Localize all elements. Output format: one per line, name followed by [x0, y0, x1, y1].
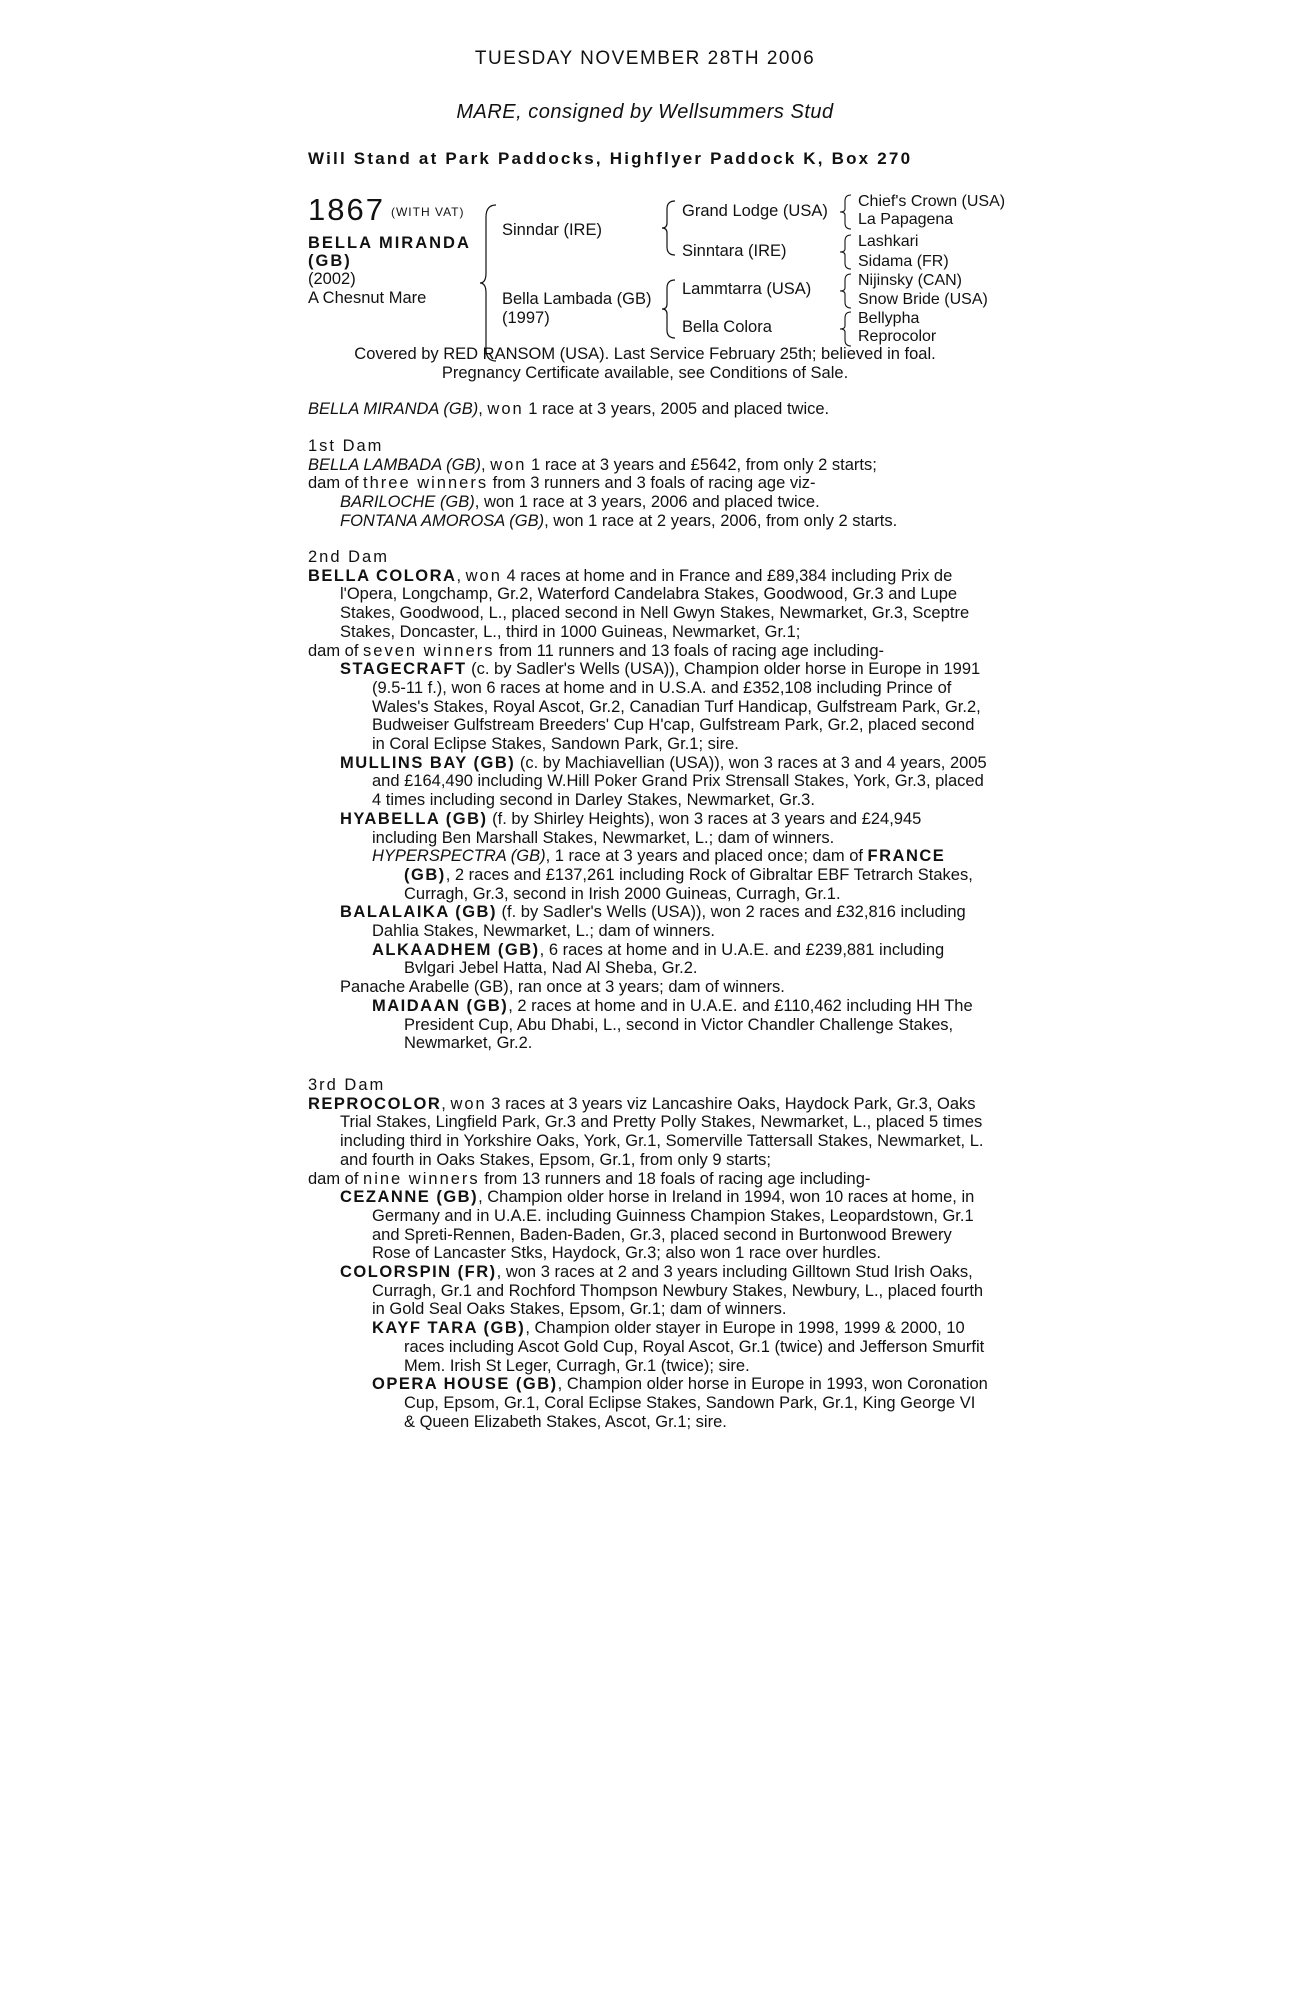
opera-rest: , Champion older horse in Europe in 1993, won Coronation Cup, Epsom, Gr.1, Coral Eclipse Stakes, Sandown Park, Gr.1, King George VI & Queen Elizabeth Stakes, Ascot, Gr.1; sire.	[404, 1375, 988, 1431]
panache-text: Panache Arabelle (GB), ran once at 3 years; dam of winners.	[340, 978, 785, 997]
pedigree-g2: La Papagena	[858, 211, 954, 228]
lot-number	[308, 192, 465, 228]
pedigree-g3: Lashkari	[858, 233, 919, 250]
horse-name: BELLA MIRANDA	[308, 234, 471, 252]
third-dam-produce	[308, 1170, 988, 1189]
second-dam-won: won	[465, 566, 502, 585]
colorspin-rest: , won 3 races at 2 and 3 years including Gilltown Stud Irish Oaks, Curragh, Gr.1 and Rochford Thompson Newbury Stakes, Newbury, L., placed fourth in Gold Seal Oaks Stakes, Epsom, Gr.1; dam of winners.	[372, 1263, 984, 1319]
hyabella-name: HYABELLA (GB)	[340, 809, 488, 828]
third-dam-won: won	[450, 1094, 487, 1113]
cezanne-rest: , Champion older horse in Ireland in 1994, won 10 races at home, in Germany and in U.A.E. including Guinness Champion Stakes, Leopardstown, Gr.1 and Spreti-Rennen, Baden-Baden, Gr.3, placed second in Burtonwood Brewery Rose of Lancaster Stks, Haydock, Gr.3; also won 1 race over hurdles.	[372, 1188, 975, 1263]
summary-won: won	[487, 400, 524, 418]
consignor-line: MARE, consigned by Wellsummers Stud	[456, 101, 834, 123]
second-dam-winners: seven winners	[363, 641, 495, 660]
stagecraft-rest: (c. by Sadler's Wells (USA)), Champion older horse in Europe in 1991 (9.5-11 f.), won 6 races at home and in U.S.A. and £352,108 including Prince of Wales's Stakes, Royal Ascot, Gr.2, Canadian Turf Handicap, Gulfstream Park, Gr.2, Budweiser Gulfstream Breeders' Cup H'cap, Gulfstream Park, Gr.2, placed second in Coral Eclipse Stakes, Sandown Park, Gr.1; sire.	[372, 660, 981, 754]
pedigree-g7: Bellypha	[858, 310, 920, 327]
third-dam-heading: 3rd Dam	[308, 1076, 386, 1094]
covered-line-1: Covered by RED RANSOM (USA). Last Service February 25th; believed in foal.	[354, 345, 936, 363]
sale-date: TUESDAY NOVEMBER 28TH 2006	[474, 48, 816, 69]
first-dam-heading: 1st Dam	[308, 437, 384, 455]
vat-note: (WITH VAT)	[390, 205, 465, 219]
list-item	[308, 754, 988, 810]
list-item	[308, 903, 988, 940]
summary-name: BELLA MIRANDA (GB)	[308, 400, 479, 418]
second-dam-record-text: 4 races at home and in France and £89,384 including Prix de l'Opera, Longchamp, Gr.2, Waterford Candelabra Stakes, Goodwood, Gr.3 and Lupe Stakes, Goodwood, L., placed second in Nell Gwyn Stakes, Newmarket, Gr.3, Sceptre Stakes, Doncaster, L., third in 1000 Guineas, Newmarket, Gr.1;	[340, 566, 970, 641]
third-dam-record	[308, 1095, 988, 1170]
pedigree-g8: Reprocolor	[858, 328, 937, 345]
third-dam-record-text: 3 races at 3 years viz Lancashire Oaks, Haydock Park, Gr.3, Oaks Trial Stakes, Lingfield Park, Gr.3 and Pretty Polly Stakes, Newmarket, L., placed 5 times including third in Yorkshire Oaks, York, Gr.1, Somerville Tattersall Stakes, Newmarket, L. and fourth in Oaks Stakes, Epsom, Gr.1, from only 9 starts;	[340, 1094, 984, 1169]
third-dam-comma: ,	[441, 1094, 451, 1113]
mullins-name: MULLINS BAY (GB)	[340, 753, 516, 772]
second-dam-produce	[308, 642, 988, 661]
second-dam-dam-of-rest: from 11 runners and 13 foals of racing age including-	[494, 641, 885, 660]
list-item	[308, 1188, 988, 1263]
horse-year: (2002)	[308, 270, 356, 288]
first-dam-section	[308, 437, 988, 531]
hyperspectra-rest-a: , 1 race at 3 years and placed once; dam of	[545, 847, 868, 866]
g3-brace-1	[838, 194, 854, 230]
pedigree-dam-year: (1997)	[502, 309, 550, 327]
dam-line-brace	[660, 278, 678, 340]
horse-summary	[308, 400, 988, 419]
stand-location: Will Stand at Park Paddocks, Highflyer Paddock K, Box 270	[308, 149, 913, 168]
third-dam-dam-of: dam of	[308, 1169, 364, 1188]
first-dam-produce	[308, 474, 988, 493]
maidaan-name: MAIDAAN (GB)	[372, 996, 509, 1015]
list-item	[308, 847, 988, 903]
alkaadhem-name: ALKAADHEM (GB)	[372, 940, 540, 959]
list-item	[308, 997, 988, 1053]
opera-name: OPERA HOUSE (GB)	[372, 1375, 558, 1394]
second-dam-comma: ,	[456, 566, 466, 585]
second-dam-dam-of: dam of	[308, 641, 364, 660]
g3-brace-2	[838, 234, 854, 270]
list-item	[308, 1375, 988, 1431]
france-name: FRANCE (GB)	[404, 847, 946, 884]
fontana-name: FONTANA AMOROSA (GB)	[340, 511, 545, 530]
first-dam-dam-of-rest: from 3 runners and 3 foals of racing age viz-	[488, 474, 816, 493]
list-item	[308, 810, 988, 847]
pedigree-g6: Snow Bride (USA)	[858, 291, 988, 308]
list-item	[308, 978, 988, 997]
cezanne-name: CEZANNE (GB)	[340, 1188, 479, 1207]
second-dam-name: BELLA COLORA	[308, 566, 457, 585]
list-item	[308, 660, 988, 754]
alkaadhem-rest: , 6 races at home and in U.A.E. and £239,881 including Bvlgari Jebel Hatta, Nad Al Sheba, Gr.2.	[404, 940, 945, 978]
g3-brace-3	[838, 273, 854, 309]
g3-brace-4	[838, 311, 854, 347]
hyabella-rest: (f. by Shirley Heights), won 3 races at 3 years and £24,945 including Ben Marshall Stakes, Newmarket, L.; dam of winners.	[372, 809, 922, 847]
third-dam-dam-of-rest: from 13 runners and 18 foals of racing age including-	[479, 1169, 871, 1188]
lot-number-value: 1867	[308, 192, 385, 227]
first-dam-record	[308, 456, 988, 475]
covered-note	[0, 345, 1290, 383]
hyperspectra-name: HYPERSPECTRA (GB)	[372, 847, 546, 866]
list-item	[308, 512, 988, 531]
balalaika-name: BALALAIKA (GB)	[340, 903, 497, 922]
pedigree-sire-sire: Grand Lodge (USA)	[682, 202, 828, 220]
covered-line-2: Pregnancy Certificate available, see Conditions of Sale.	[441, 364, 849, 382]
kayf-name: KAYF TARA (GB)	[372, 1319, 526, 1338]
hyperspectra-rest-b: , 2 races and £137,261 including Rock of Gibraltar EBF Tetrarch Stakes, Curragh, Gr.3, second in Irish 2000 Guineas, Curragh, Gr.1.	[404, 865, 973, 903]
list-item	[308, 1319, 988, 1375]
sire-dam-brace	[478, 203, 500, 363]
bariloche-name: BARILOCHE (GB)	[340, 493, 475, 512]
kayf-rest: , Champion older stayer in Europe in 1998, 1999 & 2000, 10 races including Ascot Gold Cup, Royal Ascot, Gr.1 (twice) and Jefferson Smurfit Mem. Irish St Leger, Curragh, Gr.1 (twice); sire.	[404, 1319, 985, 1375]
sire-line-brace	[660, 199, 678, 257]
bariloche-rest: , won 1 race at 3 years, 2006 and placed twice.	[474, 493, 820, 512]
pedigree-dam-dam: Bella Colora	[682, 318, 772, 336]
second-dam-record	[308, 567, 988, 642]
pedigree-sire: Sinndar (IRE)	[502, 221, 602, 239]
third-dam-section	[308, 1076, 988, 1431]
first-dam-dam-of: dam of	[308, 474, 364, 493]
third-dam-winners: nine winners	[363, 1169, 480, 1188]
list-item	[308, 493, 988, 512]
list-item	[308, 1263, 988, 1319]
summary-rest: 1 race at 3 years, 2005 and placed twice.	[523, 400, 830, 418]
second-dam-heading: 2nd Dam	[308, 548, 389, 566]
third-dam-name: REPROCOLOR	[308, 1094, 442, 1113]
first-dam-record-text: 1 race at 3 years and £5642, from only 2 starts;	[526, 455, 877, 474]
fontana-rest: , won 1 race at 2 years, 2006, from only 2 starts.	[544, 511, 898, 530]
pedigree-dam-sire: Lammtarra (USA)	[682, 280, 812, 298]
list-item	[308, 941, 988, 978]
horse-country: (GB)	[308, 252, 352, 270]
maidaan-rest: , 2 races at home and in U.A.E. and £110,462 including HH The President Cup, Abu Dhabi, L., second in Victor Chandler Challenge Stakes, Newmarket, Gr.2.	[404, 996, 973, 1053]
pedigree-sire-dam: Sinntara (IRE)	[682, 242, 787, 260]
second-dam-section	[308, 548, 988, 1053]
first-dam-winners: three winners	[363, 474, 489, 493]
stagecraft-name: STAGECRAFT	[340, 660, 467, 679]
first-dam-comma: ,	[481, 455, 491, 474]
pedigree-g1: Chief's Crown (USA)	[858, 193, 1006, 210]
colorspin-name: COLORSPIN (FR)	[340, 1263, 497, 1282]
first-dam-name: BELLA LAMBADA (GB)	[308, 455, 482, 474]
pedigree-dam: Bella Lambada (GB)	[502, 290, 652, 308]
pedigree-g4: Sidama (FR)	[858, 253, 949, 270]
balalaika-rest: (f. by Sadler's Wells (USA)), won 2 races and £32,816 including Dahlia Stakes, Newmarket, L.; dam of winners.	[372, 903, 966, 941]
first-dam-won: won	[490, 455, 527, 474]
mullins-rest: (c. by Machiavellian (USA)), won 3 races at 3 and 4 years, 2005 and £164,490 including W.Hill Poker Grand Prix Strensall Stakes, York, Gr.3, placed 4 times including second in Darley Stakes, Newmarket, Gr.3.	[372, 753, 987, 810]
pedigree-g5: Nijinsky (CAN)	[858, 272, 962, 289]
horse-description: A Chesnut Mare	[308, 289, 427, 307]
summary-comma: ,	[478, 400, 488, 418]
